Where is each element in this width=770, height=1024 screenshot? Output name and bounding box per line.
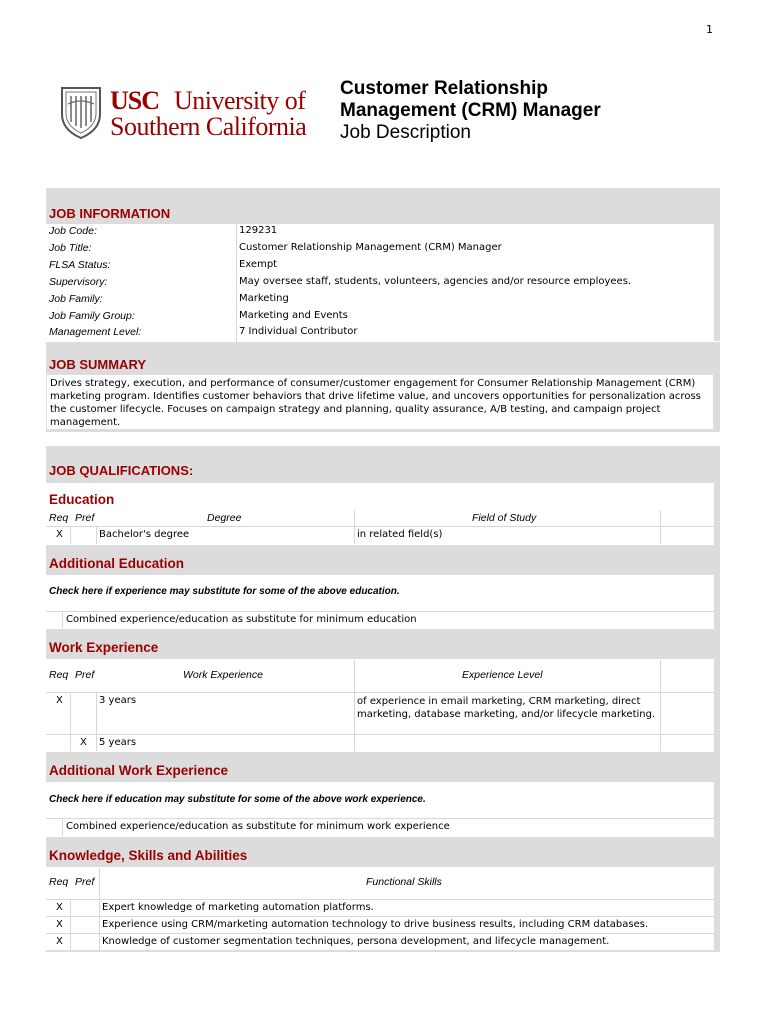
- additional-education-heading: Additional Education: [49, 556, 184, 571]
- education-heading: Education: [49, 492, 115, 507]
- education-field-value: in related field(s): [357, 529, 443, 540]
- info-value: 129231: [239, 225, 278, 236]
- info-value: May oversee staff, students, volunteers, agencies and/or resource employees.: [239, 276, 632, 287]
- page-title: [340, 78, 601, 122]
- info-row: [46, 309, 714, 327]
- info-row: [46, 224, 714, 242]
- info-row: [46, 292, 714, 310]
- education-pref-header: Pref: [75, 512, 95, 524]
- info-label: Supervisory:: [49, 276, 108, 288]
- job-summary-text: Drives strategy, execution, and performance of consumer/customer engagement for Consumer Relationship Management (CRM) marketing program. Identifies customer behaviors that drive lifetime value, and uncovers opportunities for personalization across the customer lifecycle. Focuses on campaign strategy and planning, quality assurance, A/B testing, and campaign project management.: [46, 374, 714, 430]
- info-value: 7 Individual Contributor: [239, 326, 358, 337]
- work-req-header: Req: [49, 669, 69, 681]
- ksa-row-text: Expert knowledge of marketing automation platforms.: [102, 902, 374, 913]
- info-row: [46, 258, 714, 276]
- info-value: Marketing: [239, 293, 289, 304]
- ksa-row-text: Experience using CRM/marketing automation technology to drive business results, including CRM databases.: [102, 919, 649, 930]
- education-req-header: Req: [49, 512, 69, 524]
- ksa-row-req-mark: X: [56, 902, 63, 913]
- additional-education-item: Combined experience/education as substitute for minimum education: [66, 614, 417, 625]
- info-row: [46, 325, 714, 343]
- work-experience-heading: Work Experience: [49, 640, 159, 655]
- additional-work-item: Combined experience/education as substitute for minimum work experience: [66, 821, 450, 832]
- work-row1-level: of experience in email marketing, CRM marketing, direct marketing, database marketing, and/or lifecycle marketing.: [357, 696, 656, 720]
- ksa-heading: Knowledge, Skills and Abilities: [49, 848, 248, 863]
- page-subtitle: Job Description: [340, 122, 471, 143]
- work-level-header: Experience Level: [462, 669, 543, 681]
- work-pref-header: Pref: [75, 669, 95, 681]
- title-line-2: Management (CRM) Manager: [340, 100, 601, 121]
- info-row: [46, 275, 714, 293]
- ksa-row-text: Knowledge of customer segmentation techniques, persona development, and lifecycle management.: [102, 936, 610, 947]
- education-field-header: Field of Study: [472, 512, 537, 524]
- job-qualifications-heading: JOB QUALIFICATIONS:: [49, 463, 194, 478]
- logo-university-text: University of: [174, 86, 306, 115]
- info-label: Job Code:: [49, 225, 97, 237]
- work-experience-header: Work Experience: [183, 669, 263, 681]
- info-label: Management Level:: [49, 326, 142, 338]
- education-degree-value: Bachelor's degree: [99, 529, 190, 540]
- job-summary-heading: JOB SUMMARY: [49, 357, 147, 372]
- logo-usc-text: USC: [110, 86, 160, 115]
- additional-work-check-text: Check here if education may substitute for some of the above work experience.: [49, 794, 426, 805]
- education-degree-header: Degree: [207, 512, 242, 524]
- info-value: Marketing and Events: [239, 310, 348, 321]
- work-row2-pref-mark: X: [80, 737, 87, 748]
- education-req-mark: X: [56, 529, 63, 540]
- work-row1-years: 3 years: [99, 695, 137, 706]
- additional-education-check-text: Check here if experience may substitute for some of the above education.: [49, 586, 400, 597]
- job-information-heading: JOB INFORMATION: [49, 206, 171, 221]
- ksa-skills-header: Functional Skills: [366, 876, 442, 888]
- usc-seal-icon: [58, 84, 104, 140]
- ksa-req-header: Req: [49, 876, 69, 888]
- info-label: Job Family:: [49, 293, 103, 305]
- work-row2-years: 5 years: [99, 737, 137, 748]
- info-value: Exempt: [239, 259, 278, 270]
- additional-work-experience-heading: Additional Work Experience: [49, 763, 229, 778]
- logo-southern-california-text: Southern California: [110, 112, 307, 141]
- ksa-pref-header: Pref: [75, 876, 95, 888]
- page-number: 1: [706, 23, 713, 36]
- work-row1-req-mark: X: [56, 695, 63, 706]
- usc-logo: [58, 84, 328, 142]
- ksa-row-req-mark: X: [56, 936, 63, 947]
- info-value: Customer Relationship Management (CRM) Manager: [239, 242, 502, 253]
- info-label: Job Title:: [49, 242, 92, 254]
- info-label: FLSA Status:: [49, 259, 111, 271]
- ksa-row-req-mark: X: [56, 919, 63, 930]
- info-row: [46, 241, 714, 259]
- title-line-1: Customer Relationship: [340, 78, 548, 99]
- info-label: Job Family Group:: [49, 310, 135, 322]
